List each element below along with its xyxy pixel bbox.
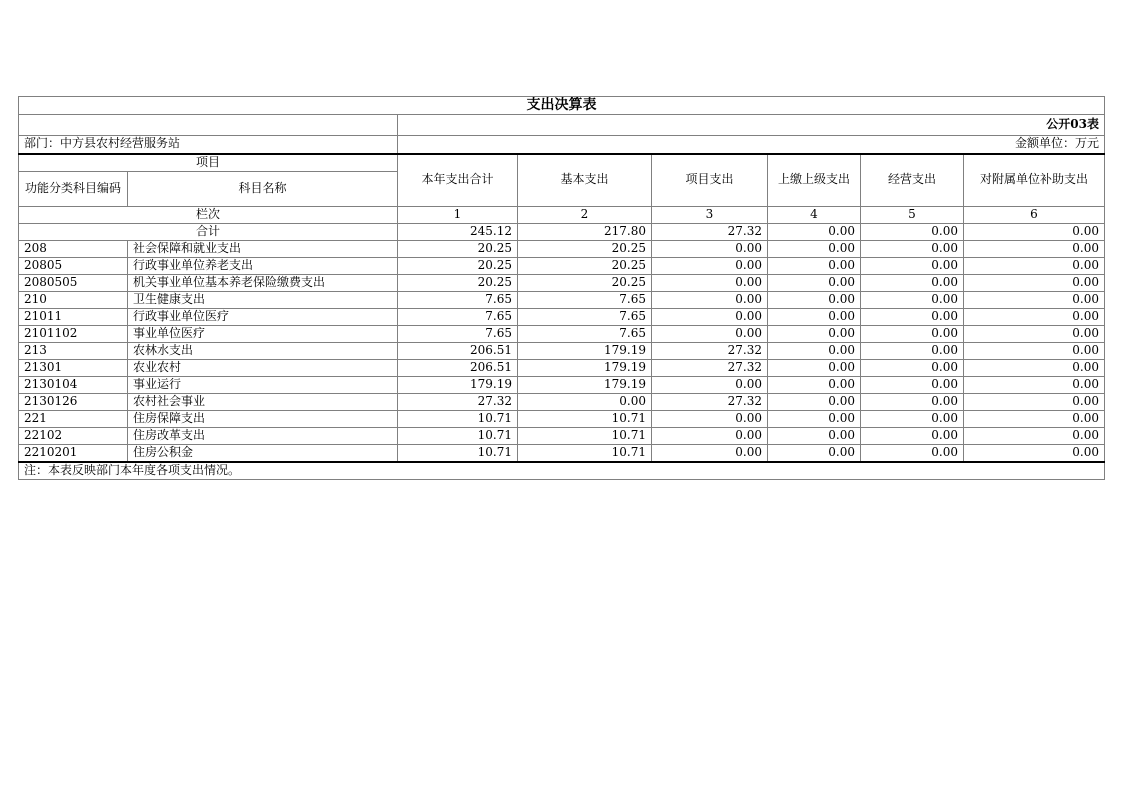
title-row bbox=[19, 97, 1105, 115]
row-code: 20805 bbox=[19, 258, 128, 275]
row-value: 0.00 bbox=[768, 275, 861, 292]
row-value: 0.00 bbox=[964, 292, 1105, 309]
row-value: 0.00 bbox=[652, 428, 768, 445]
total-label: 合计 bbox=[19, 224, 398, 241]
row-value: 0.00 bbox=[964, 241, 1105, 258]
row-value: 0.00 bbox=[652, 275, 768, 292]
row-subject-name: 住房保障支出 bbox=[128, 411, 398, 428]
total-row bbox=[19, 224, 1105, 241]
row-value: 0.00 bbox=[861, 394, 964, 411]
row-value: 10.71 bbox=[398, 445, 518, 462]
header-col-project-exp: 项目支出 bbox=[652, 154, 768, 207]
spacer-cell bbox=[19, 115, 398, 136]
row-value: 0.00 bbox=[652, 377, 768, 394]
row-value: 7.65 bbox=[398, 292, 518, 309]
row-subject-name: 住房公积金 bbox=[128, 445, 398, 462]
row-code: 2130126 bbox=[19, 394, 128, 411]
row-value: 0.00 bbox=[768, 360, 861, 377]
header-col-operating: 经营支出 bbox=[861, 154, 964, 207]
table-row bbox=[19, 377, 1105, 394]
row-value: 10.71 bbox=[518, 411, 652, 428]
table-row bbox=[19, 445, 1105, 462]
header-subject-name: 科目名称 bbox=[128, 172, 398, 207]
total-value: 0.00 bbox=[768, 224, 861, 241]
row-value: 10.71 bbox=[398, 428, 518, 445]
row-value: 0.00 bbox=[768, 292, 861, 309]
total-value: 245.12 bbox=[398, 224, 518, 241]
row-value: 0.00 bbox=[768, 343, 861, 360]
column-index: 6 bbox=[964, 207, 1105, 224]
row-code: 21301 bbox=[19, 360, 128, 377]
column-index-row bbox=[19, 207, 1105, 224]
row-value: 0.00 bbox=[964, 411, 1105, 428]
row-value: 7.65 bbox=[518, 326, 652, 343]
row-code: 22102 bbox=[19, 428, 128, 445]
row-value: 27.32 bbox=[652, 360, 768, 377]
column-index-label: 栏次 bbox=[19, 207, 398, 224]
row-value: 0.00 bbox=[652, 326, 768, 343]
row-value: 0.00 bbox=[964, 445, 1105, 462]
row-subject-name: 农村社会事业 bbox=[128, 394, 398, 411]
row-value: 20.25 bbox=[398, 241, 518, 258]
table-row bbox=[19, 292, 1105, 309]
row-value: 0.00 bbox=[861, 377, 964, 394]
row-value: 7.65 bbox=[518, 292, 652, 309]
row-subject-name: 行政事业单位医疗 bbox=[128, 309, 398, 326]
row-subject-name: 行政事业单位养老支出 bbox=[128, 258, 398, 275]
table-note: 注：本表反映部门本年度各项支出情况。 bbox=[19, 462, 1105, 480]
form-code-label: 公开03表 bbox=[398, 115, 1105, 136]
header-col-upper: 上缴上级支出 bbox=[768, 154, 861, 207]
row-value: 7.65 bbox=[518, 309, 652, 326]
row-code: 213 bbox=[19, 343, 128, 360]
row-value: 20.25 bbox=[518, 241, 652, 258]
column-index: 3 bbox=[652, 207, 768, 224]
row-value: 0.00 bbox=[861, 360, 964, 377]
row-value: 0.00 bbox=[964, 428, 1105, 445]
row-value: 0.00 bbox=[964, 309, 1105, 326]
row-value: 20.25 bbox=[518, 258, 652, 275]
row-value: 0.00 bbox=[652, 292, 768, 309]
row-value: 20.25 bbox=[398, 258, 518, 275]
column-index: 4 bbox=[768, 207, 861, 224]
row-value: 20.25 bbox=[398, 275, 518, 292]
row-value: 0.00 bbox=[861, 326, 964, 343]
table-row bbox=[19, 258, 1105, 275]
row-value: 0.00 bbox=[768, 394, 861, 411]
row-value: 0.00 bbox=[964, 275, 1105, 292]
row-subject-name: 农林水支出 bbox=[128, 343, 398, 360]
row-value: 179.19 bbox=[518, 377, 652, 394]
row-value: 10.71 bbox=[518, 445, 652, 462]
header-col-total: 本年支出合计 bbox=[398, 154, 518, 207]
row-value: 10.71 bbox=[518, 428, 652, 445]
row-code: 2101102 bbox=[19, 326, 128, 343]
header-col-basic: 基本支出 bbox=[518, 154, 652, 207]
row-value: 27.32 bbox=[398, 394, 518, 411]
row-code: 221 bbox=[19, 411, 128, 428]
note-row bbox=[19, 462, 1105, 480]
column-index: 5 bbox=[861, 207, 964, 224]
row-subject-name: 农业农村 bbox=[128, 360, 398, 377]
row-value: 0.00 bbox=[768, 309, 861, 326]
unit-label: 金额单位：万元 bbox=[398, 136, 1105, 154]
row-subject-name: 机关事业单位基本养老保险缴费支出 bbox=[128, 275, 398, 292]
row-value: 179.19 bbox=[518, 360, 652, 377]
column-index: 2 bbox=[518, 207, 652, 224]
row-value: 0.00 bbox=[861, 275, 964, 292]
row-value: 0.00 bbox=[861, 411, 964, 428]
table-row bbox=[19, 360, 1105, 377]
header-col-subsidy: 对附属单位补助支出 bbox=[964, 154, 1105, 207]
row-value: 0.00 bbox=[861, 309, 964, 326]
row-subject-name: 卫生健康支出 bbox=[128, 292, 398, 309]
table-title: 支出决算表 bbox=[19, 97, 1105, 115]
row-subject-name: 事业运行 bbox=[128, 377, 398, 394]
table-row bbox=[19, 428, 1105, 445]
row-value: 206.51 bbox=[398, 343, 518, 360]
row-value: 0.00 bbox=[652, 241, 768, 258]
row-code: 2080505 bbox=[19, 275, 128, 292]
row-value: 0.00 bbox=[768, 428, 861, 445]
table-row bbox=[19, 411, 1105, 428]
header-code: 功能分类科目编码 bbox=[19, 172, 128, 207]
row-value: 0.00 bbox=[964, 377, 1105, 394]
row-value: 0.00 bbox=[861, 428, 964, 445]
row-value: 20.25 bbox=[518, 275, 652, 292]
row-value: 206.51 bbox=[398, 360, 518, 377]
row-code: 21011 bbox=[19, 309, 128, 326]
table-row bbox=[19, 394, 1105, 411]
row-subject-name: 住房改革支出 bbox=[128, 428, 398, 445]
row-value: 0.00 bbox=[652, 258, 768, 275]
row-value: 0.00 bbox=[768, 241, 861, 258]
row-value: 7.65 bbox=[398, 309, 518, 326]
row-subject-name: 社会保障和就业支出 bbox=[128, 241, 398, 258]
row-value: 0.00 bbox=[964, 258, 1105, 275]
row-code: 210 bbox=[19, 292, 128, 309]
row-value: 10.71 bbox=[398, 411, 518, 428]
department-row bbox=[19, 136, 1105, 154]
row-value: 0.00 bbox=[964, 360, 1105, 377]
table-row bbox=[19, 326, 1105, 343]
row-value: 0.00 bbox=[768, 445, 861, 462]
row-value: 0.00 bbox=[861, 292, 964, 309]
table-row bbox=[19, 275, 1105, 292]
row-subject-name: 事业单位医疗 bbox=[128, 326, 398, 343]
row-value: 0.00 bbox=[768, 411, 861, 428]
row-value: 27.32 bbox=[652, 394, 768, 411]
row-code: 208 bbox=[19, 241, 128, 258]
column-index: 1 bbox=[398, 207, 518, 224]
row-value: 0.00 bbox=[861, 343, 964, 360]
total-value: 0.00 bbox=[964, 224, 1105, 241]
row-value: 7.65 bbox=[398, 326, 518, 343]
row-value: 0.00 bbox=[768, 326, 861, 343]
row-value: 0.00 bbox=[652, 309, 768, 326]
row-value: 179.19 bbox=[398, 377, 518, 394]
row-value: 0.00 bbox=[652, 445, 768, 462]
department-label: 部门：中方县农村经营服务站 bbox=[19, 136, 398, 154]
total-value: 217.80 bbox=[518, 224, 652, 241]
row-value: 0.00 bbox=[768, 377, 861, 394]
table-row bbox=[19, 309, 1105, 326]
total-value: 27.32 bbox=[652, 224, 768, 241]
total-value: 0.00 bbox=[861, 224, 964, 241]
header-row-project bbox=[19, 154, 1105, 172]
row-value: 0.00 bbox=[518, 394, 652, 411]
row-value: 179.19 bbox=[518, 343, 652, 360]
row-value: 27.32 bbox=[652, 343, 768, 360]
row-value: 0.00 bbox=[652, 411, 768, 428]
row-value: 0.00 bbox=[861, 258, 964, 275]
row-value: 0.00 bbox=[861, 445, 964, 462]
row-value: 0.00 bbox=[964, 394, 1105, 411]
header-project: 项目 bbox=[19, 154, 398, 172]
data-rows bbox=[19, 241, 1105, 462]
row-value: 0.00 bbox=[964, 326, 1105, 343]
table-row bbox=[19, 343, 1105, 360]
row-value: 0.00 bbox=[964, 343, 1105, 360]
row-value: 0.00 bbox=[768, 258, 861, 275]
row-code: 2210201 bbox=[19, 445, 128, 462]
expenditure-report-table bbox=[18, 96, 1105, 480]
form-code-row bbox=[19, 115, 1105, 136]
row-value: 0.00 bbox=[861, 241, 964, 258]
table-row bbox=[19, 241, 1105, 258]
row-code: 2130104 bbox=[19, 377, 128, 394]
